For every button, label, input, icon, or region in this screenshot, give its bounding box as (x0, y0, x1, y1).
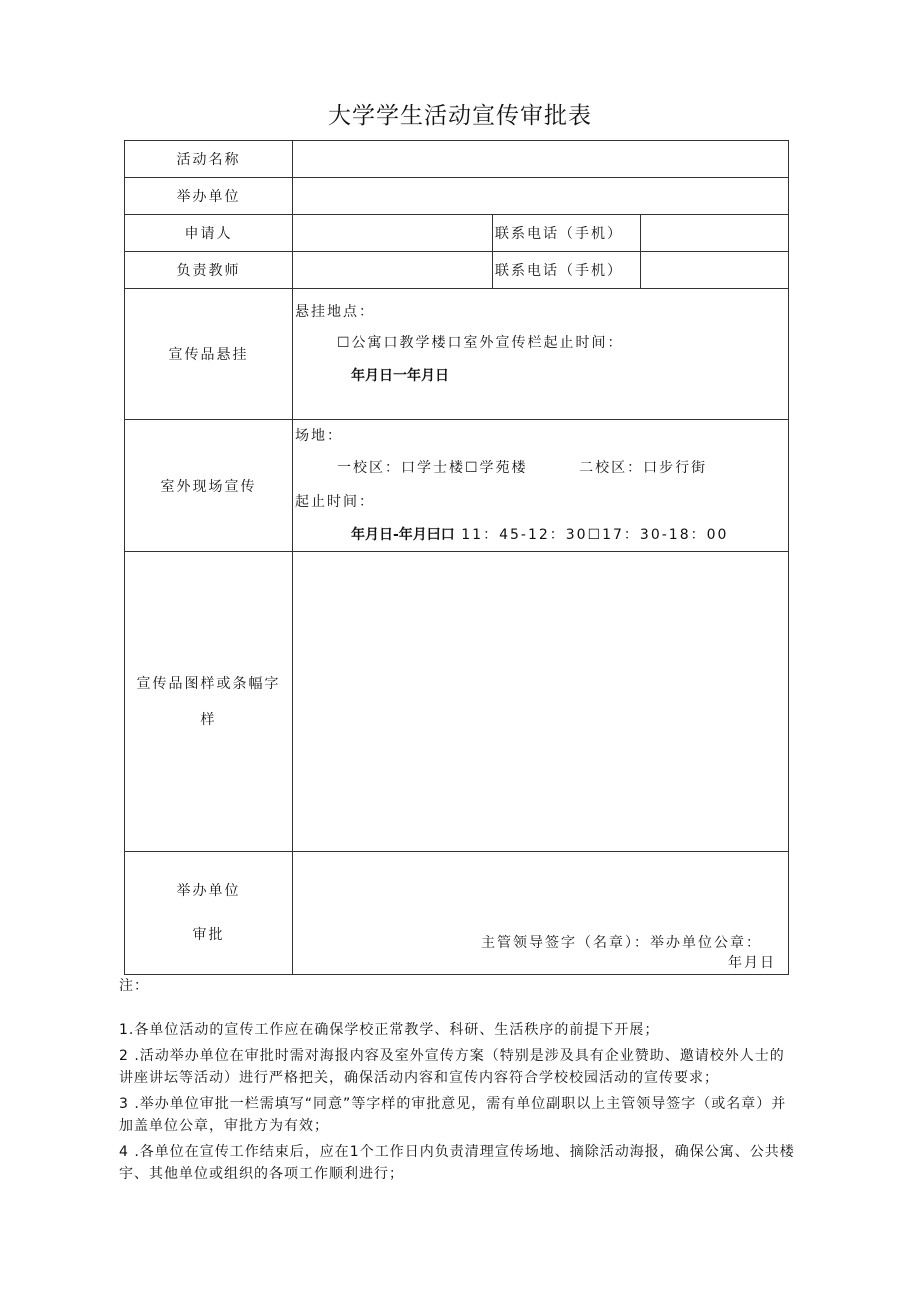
hanging-location-label: 悬挂地点： (295, 304, 375, 320)
outdoor-campus-options[interactable]: 一校区：口学士楼☐学苑楼 二校区：口步行街 (337, 460, 708, 476)
approval-label-line2: 审批 (192, 927, 225, 943)
activity-name-label: 活动名称 (125, 141, 293, 178)
teacher-label: 负责教师 (125, 252, 293, 289)
applicant-phone-label: 联系电话（手机） (493, 215, 641, 252)
notes-section (119, 975, 799, 1189)
note-item-2: 2 .活动举办单位在审批时需对海报内容及室外宣传方案（特别是涉及具有企业赞助、邀请校外人士的讲座讲坛等活动）进行严格把关，确保活动内容和宣传内容符合学校校园活动的宣传要求； (119, 1048, 785, 1086)
row-outdoor (125, 420, 789, 552)
teacher-phone-label: 联系电话（手机） (493, 252, 641, 289)
outdoor-venue-label: 场地： (295, 428, 343, 444)
row-host-unit (125, 178, 789, 215)
approval-form-table (124, 140, 789, 975)
outdoor-time-slots[interactable]: 11：45-12：30☐17：30-18：00 (454, 527, 729, 543)
outdoor-time-line (351, 524, 728, 544)
notes-label: 注： (119, 978, 149, 994)
applicant-phone-field[interactable] (641, 215, 789, 252)
host-unit-label: 举办单位 (125, 178, 293, 215)
teacher-field[interactable] (293, 252, 493, 289)
note-item-1: 1.各单位活动的宣传工作应在确保学校正常教学、科研、生活秩序的前提下开展； (119, 1022, 660, 1038)
teacher-phone-field[interactable] (641, 252, 789, 289)
page-title: 大学学生活动宣传审批表 (328, 103, 592, 129)
outdoor-label: 室外现场宣传 (125, 420, 293, 552)
row-design (125, 552, 789, 852)
design-label-line2: 样 (200, 711, 217, 728)
design-label-line1: 宣传品图样或条幅字 (136, 675, 281, 692)
approval-date: 年月日 (728, 955, 777, 971)
activity-name-field[interactable] (293, 141, 789, 178)
hanging-content (293, 289, 789, 420)
outdoor-date-range: 年月日-年月曰口 (351, 527, 455, 543)
row-activity-name (125, 141, 789, 178)
approval-signature-line: 主管领导签字（名章）：举办单位公章： (481, 935, 763, 951)
approval-label (125, 852, 293, 975)
outdoor-time-label: 起止时间： (295, 494, 375, 510)
design-label (125, 552, 293, 852)
host-unit-field[interactable] (293, 178, 789, 215)
applicant-label: 申请人 (125, 215, 293, 252)
applicant-field[interactable] (293, 215, 493, 252)
design-field[interactable] (293, 552, 789, 852)
approval-label-line1: 举办单位 (176, 883, 241, 899)
row-hanging (125, 289, 789, 420)
approval-content (293, 852, 789, 975)
row-approval (125, 852, 789, 975)
hanging-label: 宣传品悬挂 (125, 289, 293, 420)
outdoor-content (293, 420, 789, 552)
row-teacher (125, 252, 789, 289)
hanging-options[interactable]: ☐公寓口教学楼口室外宣传栏起止时间： (337, 335, 624, 351)
note-item-4: 4 .各单位在宣传工作结束后，应在1个工作日内负责清理宣传场地、摘除活动海报，确保公寓、公共楼宇、其他单位或组织的各项工作顺利进行； (119, 1144, 795, 1182)
note-item-3: 3 .举办单位审批一栏需填写“同意”等字样的审批意见，需有单位副职以上主管领导签字（或名章）并加盖单位公章，审批方为有效； (119, 1096, 787, 1134)
row-applicant (125, 215, 789, 252)
hanging-date-range: 年月日一年月日 (351, 368, 449, 384)
